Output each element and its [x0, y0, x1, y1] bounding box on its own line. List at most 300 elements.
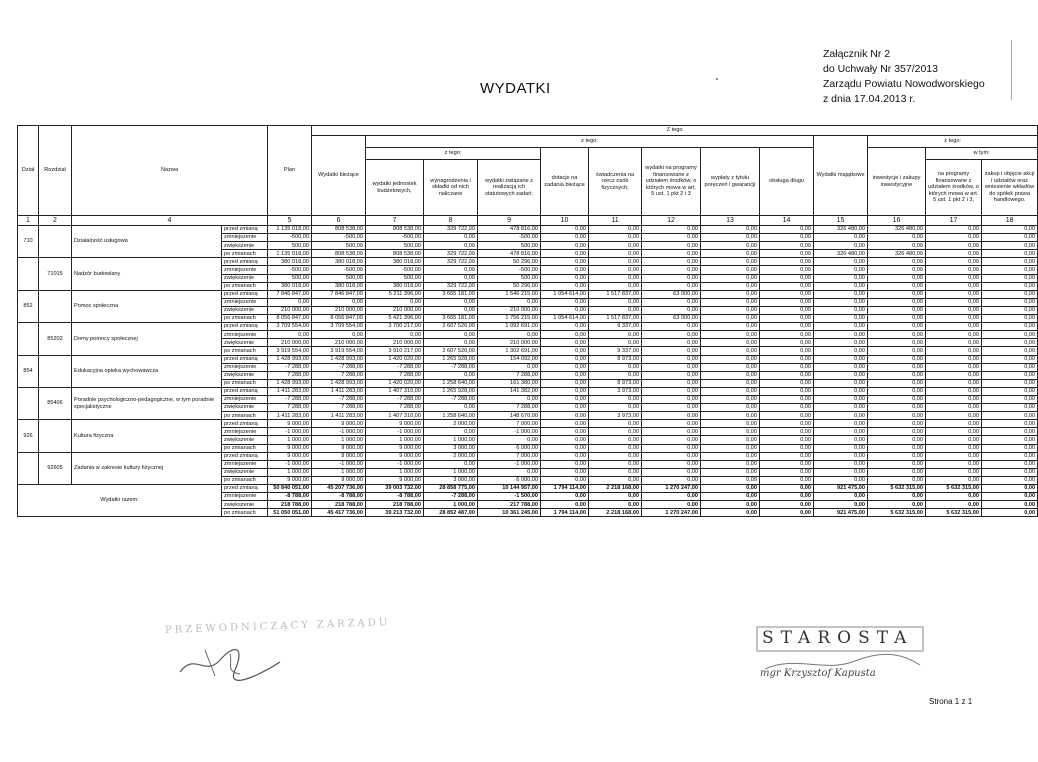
value-cell: 329 722,00 [424, 226, 478, 234]
value-cell: 0,00 [926, 323, 982, 331]
change-label: po zmianach [222, 347, 268, 355]
value-cell: 0,00 [642, 436, 701, 444]
value-cell: 0,00 [701, 493, 760, 501]
value-cell: 0,00 [982, 355, 1038, 363]
value-cell: 0,00 [982, 460, 1038, 468]
header-wydatki-programy: wydatki na programy finansowane z udziałem środków, o których mowa w art. 5 ust. 1 pkt 2 i 3 [642, 148, 701, 216]
value-cell: 0,00 [589, 501, 642, 509]
value-cell: 0,00 [701, 428, 760, 436]
value-cell: 0,00 [982, 274, 1038, 282]
value-cell: 0,00 [982, 258, 1038, 266]
value-cell: 0,00 [541, 258, 589, 266]
value-cell: 148 670,00 [478, 412, 541, 420]
value-cell: 1 411 283,00 [312, 412, 366, 420]
value-cell: 0,00 [868, 436, 926, 444]
value-cell: 0,00 [926, 258, 982, 266]
value-cell: 0,00 [642, 379, 701, 387]
value-cell: 0,00 [926, 452, 982, 460]
value-cell: 0,00 [814, 501, 868, 509]
value-cell: 8 973,00 [589, 379, 642, 387]
value-cell: 0,00 [926, 355, 982, 363]
value-cell: 9 000,00 [366, 444, 424, 452]
value-cell: 7 288,00 [312, 371, 366, 379]
value-cell: 9 000,00 [366, 476, 424, 484]
value-cell: 0,00 [589, 274, 642, 282]
value-cell: 1 000,00 [268, 436, 312, 444]
value-cell: 0,00 [814, 460, 868, 468]
value-cell: 3 919 554,00 [268, 347, 312, 355]
total-label: Wydatki razem: [18, 485, 222, 517]
value-cell: 0,00 [982, 404, 1038, 412]
value-cell: 0,00 [926, 274, 982, 282]
value-cell: 0,00 [642, 428, 701, 436]
attachment-line: Zarządu Powiatu Nowodworskiego [823, 78, 985, 90]
value-cell: 0,00 [926, 363, 982, 371]
value-cell: -7 288,00 [312, 395, 366, 403]
value-cell: 210 000,00 [268, 306, 312, 314]
rozdzial-cell [39, 355, 72, 387]
value-cell: -1 000,00 [312, 428, 366, 436]
value-cell: 0,00 [541, 274, 589, 282]
value-cell: 0,00 [701, 355, 760, 363]
change-label: przed zmianą [222, 452, 268, 460]
value-cell: 380 018,00 [312, 282, 366, 290]
value-cell: -500,00 [366, 234, 424, 242]
value-cell: 1 517 837,00 [589, 290, 642, 298]
value-cell: 0,00 [541, 493, 589, 501]
value-cell: 141 382,00 [478, 387, 541, 395]
value-cell: 0,00 [926, 476, 982, 484]
value-cell: 0,00 [701, 226, 760, 234]
value-cell: 0,00 [868, 420, 926, 428]
value-cell: 0,00 [926, 347, 982, 355]
value-cell: 0,00 [814, 428, 868, 436]
value-cell: 0,00 [701, 331, 760, 339]
value-cell: -500,00 [478, 234, 541, 242]
value-cell: 0,00 [760, 250, 814, 258]
value-cell: 0,00 [589, 395, 642, 403]
expenses-table [17, 125, 1038, 517]
value-cell: 0,00 [814, 258, 868, 266]
value-cell: 1 794 114,00 [541, 485, 589, 493]
value-cell: 0,00 [814, 282, 868, 290]
nazwa-cell: Edukacyjna opieka wychowawcza [72, 355, 222, 387]
value-cell: 0,00 [814, 274, 868, 282]
value-cell: 9 000,00 [366, 452, 424, 460]
value-cell: 0,00 [760, 355, 814, 363]
value-cell: 0,00 [868, 363, 926, 371]
value-cell: 3 709 554,00 [268, 323, 312, 331]
value-cell: 0,00 [868, 242, 926, 250]
dzial-cell: 926 [18, 420, 39, 452]
table-row [18, 420, 1038, 428]
colnum: 1 [18, 216, 39, 226]
dzial-cell [18, 258, 39, 290]
value-cell: 0,00 [760, 387, 814, 395]
value-cell: 0,00 [982, 444, 1038, 452]
value-cell: 0,00 [982, 282, 1038, 290]
nazwa-cell: Domy pomocy społecznej [72, 323, 222, 355]
change-label: po zmianach [222, 444, 268, 452]
value-cell: 0,00 [926, 412, 982, 420]
value-cell: 6 000,00 [478, 476, 541, 484]
value-cell: -1 500,00 [478, 493, 541, 501]
value-cell: 0,00 [701, 485, 760, 493]
change-label: zmniejszenie [222, 331, 268, 339]
value-cell: 0,00 [701, 315, 760, 323]
change-label: zmniejszenie [222, 234, 268, 242]
value-cell: -500,00 [268, 234, 312, 242]
value-cell: 0,00 [642, 331, 701, 339]
value-cell: 0,00 [926, 387, 982, 395]
table-row [18, 387, 1038, 395]
value-cell: 0,00 [589, 468, 642, 476]
value-cell: 0,00 [982, 363, 1038, 371]
value-cell: 50 296,00 [478, 282, 541, 290]
value-cell: 0,00 [814, 323, 868, 331]
value-cell: 0,00 [589, 250, 642, 258]
value-cell: 0,00 [982, 387, 1038, 395]
header-z-tego-2: z tego: [868, 136, 1038, 148]
signature-left [175, 642, 285, 682]
value-cell: 0,00 [642, 355, 701, 363]
value-cell: 1 420 020,00 [366, 379, 424, 387]
value-cell: 0,00 [541, 436, 589, 444]
change-label: po zmianach [222, 379, 268, 387]
value-cell: 9 000,00 [312, 476, 366, 484]
value-cell: 0,00 [868, 258, 926, 266]
value-cell: 0,00 [982, 339, 1038, 347]
value-cell: 0,00 [868, 428, 926, 436]
dzial-cell: 854 [18, 355, 39, 387]
value-cell: 0,00 [868, 266, 926, 274]
value-cell: 0,00 [701, 420, 760, 428]
value-cell: 218 788,00 [312, 501, 366, 509]
value-cell: 8 056 847,00 [312, 315, 366, 323]
value-cell: 0,00 [926, 282, 982, 290]
value-cell: 0,00 [926, 290, 982, 298]
value-cell: 0,00 [926, 226, 982, 234]
value-cell: 1 092 691,00 [478, 323, 541, 331]
value-cell: 1 407 310,00 [366, 387, 424, 395]
value-cell: 0,00 [541, 420, 589, 428]
header-na-programy: na programy finansowane z udziałem środków, o których mowa w art. 5 ust. 1 pkt 2 i 3, [926, 160, 982, 216]
colnum: 2 [39, 216, 72, 226]
value-cell: 2 000,00 [424, 452, 478, 460]
value-cell: 326 480,00 [868, 250, 926, 258]
value-cell: 0,00 [760, 266, 814, 274]
value-cell: 1 258 640,00 [424, 379, 478, 387]
nazwa-cell: Działalność usługowa [72, 226, 222, 258]
value-cell: 0,00 [814, 242, 868, 250]
value-cell: 0,00 [701, 468, 760, 476]
value-cell: 51 050 051,00 [268, 509, 312, 517]
value-cell: 0,00 [926, 331, 982, 339]
colnum: 12 [642, 216, 701, 226]
value-cell: 1 270 247,00 [642, 509, 701, 517]
value-cell: 1 517 837,00 [589, 315, 642, 323]
change-label: po zmianach [222, 476, 268, 484]
value-cell: 0,00 [868, 323, 926, 331]
change-label: przed zmianą [222, 387, 268, 395]
colnum: 18 [982, 216, 1038, 226]
value-cell: 5 632 315,00 [926, 485, 982, 493]
change-label: zwiększenie [222, 242, 268, 250]
value-cell: 0,00 [642, 250, 701, 258]
value-cell: -500,00 [312, 234, 366, 242]
value-cell: 0,00 [642, 306, 701, 314]
value-cell: 1 546 215,00 [478, 290, 541, 298]
value-cell: 1 794 114,00 [541, 509, 589, 517]
value-cell: 0,00 [424, 298, 478, 306]
value-cell: 63 000,00 [642, 315, 701, 323]
value-cell: 0,00 [814, 452, 868, 460]
change-label: zmniejszenie [222, 298, 268, 306]
value-cell: 0,00 [312, 331, 366, 339]
value-cell: 0,00 [926, 266, 982, 274]
value-cell: 45 417 736,00 [312, 509, 366, 517]
colnum: 10 [541, 216, 589, 226]
value-cell: 0,00 [868, 468, 926, 476]
header-plan: Plan [268, 126, 312, 216]
value-cell: 0,00 [701, 412, 760, 420]
value-cell: 210 000,00 [366, 339, 424, 347]
value-cell: 0,00 [760, 379, 814, 387]
document-title: WYDATKI [480, 80, 551, 97]
value-cell: 0,00 [982, 436, 1038, 444]
value-cell: 0,00 [926, 395, 982, 403]
value-cell: 0,00 [701, 501, 760, 509]
value-cell: 0,00 [478, 363, 541, 371]
value-cell: 0,00 [760, 242, 814, 250]
header-rozdzial: Rozdział [39, 126, 72, 216]
value-cell: 0,00 [814, 306, 868, 314]
value-cell: 0,00 [701, 404, 760, 412]
value-cell: 380 018,00 [366, 282, 424, 290]
value-cell: 0,00 [424, 404, 478, 412]
value-cell: 7 000,00 [478, 420, 541, 428]
header-obsluga: obsługa długu [760, 148, 814, 216]
value-cell: 1 000,00 [366, 468, 424, 476]
value-cell: 0,00 [982, 395, 1038, 403]
value-cell: 0,00 [541, 355, 589, 363]
value-cell: 500,00 [366, 274, 424, 282]
value-cell: 0,00 [868, 501, 926, 509]
value-cell: 500,00 [312, 242, 366, 250]
change-label: zwiększenie [222, 501, 268, 509]
value-cell: 0,00 [701, 234, 760, 242]
colnum: 14 [760, 216, 814, 226]
value-cell: 0,00 [541, 323, 589, 331]
value-cell: -7 288,00 [268, 395, 312, 403]
value-cell: 0,00 [814, 339, 868, 347]
value-cell: -500,00 [366, 266, 424, 274]
scan-edge [1011, 40, 1012, 100]
value-cell: 0,00 [589, 420, 642, 428]
change-label: zwiększenie [222, 306, 268, 314]
value-cell: 7 288,00 [478, 404, 541, 412]
colnum: 9 [478, 216, 541, 226]
value-cell: 0,00 [424, 242, 478, 250]
table-row [18, 226, 1038, 234]
header-wydatki-jednostek: wydatki jednostek budżetowych, [366, 160, 424, 216]
nazwa-cell: Pomoc społeczna [72, 290, 222, 322]
value-cell: 1 000,00 [424, 501, 478, 509]
value-cell: 1 428 993,00 [312, 355, 366, 363]
value-cell: 0,00 [478, 436, 541, 444]
value-cell: 0,00 [541, 298, 589, 306]
colnum: 15 [814, 216, 868, 226]
table-row [18, 323, 1038, 331]
value-cell: 0,00 [312, 298, 366, 306]
value-cell: 0,00 [868, 404, 926, 412]
colnum: 17 [926, 216, 982, 226]
header-nazwa: Nazwa [72, 126, 268, 216]
value-cell: 0,00 [541, 428, 589, 436]
header-z-tego-3: z tego: [366, 148, 541, 160]
value-cell: 0,00 [589, 258, 642, 266]
change-label: zmniejszenie [222, 428, 268, 436]
value-cell: 0,00 [589, 436, 642, 444]
value-cell: 0,00 [814, 444, 868, 452]
value-cell: 1 258 640,00 [424, 412, 478, 420]
value-cell: 0,00 [760, 371, 814, 379]
value-cell: 0,00 [589, 266, 642, 274]
header-wynagrodzenia: wynagrodzenia i składki od nich naliczane [424, 160, 478, 216]
value-cell: 0,00 [814, 436, 868, 444]
scan-dot [716, 78, 718, 80]
value-cell: 0,00 [589, 298, 642, 306]
value-cell: 5 421 396,00 [366, 315, 424, 323]
value-cell: 5 632 315,00 [868, 509, 926, 517]
colnum: 8 [424, 216, 478, 226]
change-label: po zmianach [222, 315, 268, 323]
value-cell: 0,00 [814, 420, 868, 428]
value-cell: 329 722,00 [424, 282, 478, 290]
nazwa-cell: Poradnie psychologiczno-pedagogiczne, w tym poradnie specjalistyczne [72, 387, 222, 419]
value-cell: 50 840 051,00 [268, 485, 312, 493]
value-cell: 0,00 [760, 444, 814, 452]
value-cell: 8 056 847,00 [268, 315, 312, 323]
value-cell: -500,00 [268, 266, 312, 274]
value-cell: 500,00 [268, 274, 312, 282]
value-cell: -7 288,00 [424, 363, 478, 371]
value-cell: 0,00 [926, 306, 982, 314]
value-cell: 0,00 [424, 266, 478, 274]
value-cell: 0,00 [814, 468, 868, 476]
change-label: przed zmianą [222, 226, 268, 234]
value-cell: 0,00 [760, 476, 814, 484]
value-cell: 0,00 [814, 234, 868, 242]
value-cell: 3 919 554,00 [312, 347, 366, 355]
change-label: przed zmianą [222, 420, 268, 428]
value-cell: 500,00 [268, 242, 312, 250]
value-cell: 0,00 [982, 412, 1038, 420]
value-cell: 0,00 [642, 234, 701, 242]
value-cell: 0,00 [541, 339, 589, 347]
change-label: zmniejszenie [222, 266, 268, 274]
value-cell: 6 000,00 [478, 444, 541, 452]
value-cell: 9 000,00 [366, 420, 424, 428]
value-cell: -1 000,00 [478, 460, 541, 468]
rozdzial-cell [39, 290, 72, 322]
value-cell: 0,00 [760, 460, 814, 468]
value-cell: 0,00 [701, 444, 760, 452]
value-cell: 0,09 [701, 476, 760, 484]
value-cell: 0,00 [541, 266, 589, 274]
value-cell: 500,00 [478, 274, 541, 282]
value-cell: 0,00 [926, 428, 982, 436]
value-cell: 0,00 [268, 298, 312, 306]
value-cell: 0,00 [701, 339, 760, 347]
change-label: przed zmianą [222, 258, 268, 266]
value-cell: 0,00 [642, 266, 701, 274]
table-row [18, 258, 1038, 266]
value-cell: 0,00 [926, 379, 982, 387]
value-cell: 28 858 775,00 [424, 485, 478, 493]
header-swiadczenia: świadczenia na rzecz osób fizycznych; [589, 148, 642, 216]
header-wydatki-biezace: Wydatki bieżące [312, 136, 366, 216]
value-cell: 0,00 [868, 339, 926, 347]
value-cell: 0,00 [982, 493, 1038, 501]
value-cell: -500,00 [478, 266, 541, 274]
value-cell: 0,00 [982, 428, 1038, 436]
value-cell: 0,00 [868, 395, 926, 403]
value-cell: 0,00 [701, 460, 760, 468]
value-cell: 1 411 283,00 [268, 412, 312, 420]
value-cell: 9 000,00 [268, 452, 312, 460]
value-cell: 0,00 [926, 234, 982, 242]
dzial-cell [18, 323, 39, 355]
attachment-line: Załącznik Nr 2 [823, 48, 891, 60]
rozdzial-cell [39, 420, 72, 452]
value-cell: 0,00 [642, 395, 701, 403]
value-cell: 218 788,00 [268, 501, 312, 509]
value-cell: 0,00 [926, 444, 982, 452]
value-cell: 0,00 [760, 363, 814, 371]
value-cell: 0,00 [760, 412, 814, 420]
value-cell: 0,00 [982, 250, 1038, 258]
value-cell: 0,00 [926, 371, 982, 379]
change-label: po zmianach [222, 509, 268, 517]
value-cell: 0,00 [701, 258, 760, 266]
value-cell: 1 265 928,00 [424, 387, 478, 395]
value-cell: 1 000,00 [312, 468, 366, 476]
value-cell: 0,00 [642, 347, 701, 355]
value-cell: 921 475,00 [814, 485, 868, 493]
value-cell: 1 411 283,00 [268, 387, 312, 395]
header-z-tego: z tego: [366, 136, 814, 148]
value-cell: 0,00 [982, 234, 1038, 242]
value-cell: 0,00 [701, 452, 760, 460]
value-cell: 0,00 [814, 290, 868, 298]
value-cell: 0,00 [541, 363, 589, 371]
value-cell: 0,00 [642, 493, 701, 501]
value-cell: 0,00 [424, 306, 478, 314]
value-cell: 0,00 [814, 387, 868, 395]
value-cell: 0,00 [760, 428, 814, 436]
value-cell: 0,00 [642, 242, 701, 250]
value-cell: 0,00 [642, 476, 701, 484]
table-row [18, 452, 1038, 460]
value-cell: 0,00 [541, 404, 589, 412]
header-dotacje: dotacje na zadania bieżące [541, 148, 589, 216]
value-cell: 0,00 [642, 371, 701, 379]
dzial-cell: 852 [18, 290, 39, 322]
value-cell: 9 000,00 [312, 420, 366, 428]
value-cell: 210 000,00 [312, 339, 366, 347]
value-cell: 0,00 [868, 315, 926, 323]
